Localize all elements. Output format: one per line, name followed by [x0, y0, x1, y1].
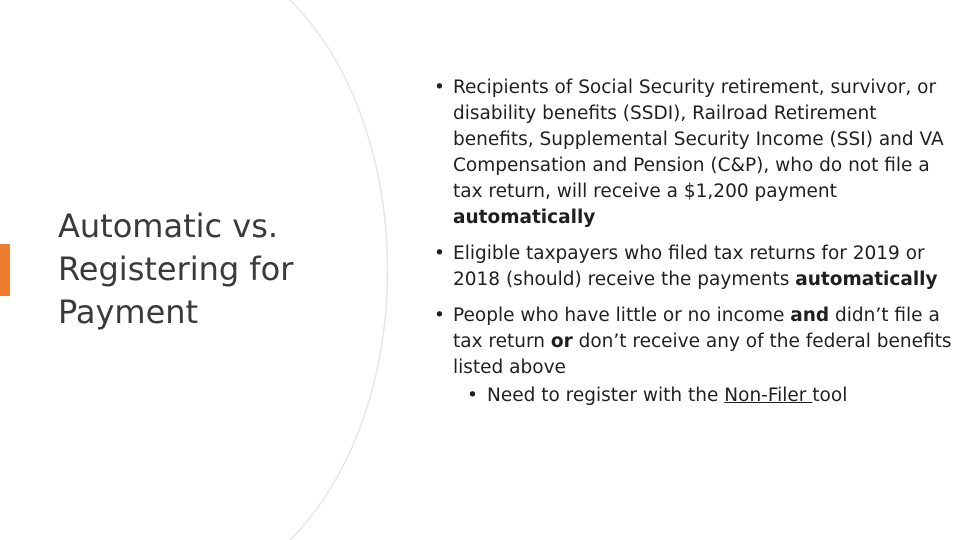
sub-bullet-text: Need to register with the	[487, 385, 725, 406]
sub-bullet-text: tool	[812, 385, 848, 406]
bullet-bold: automatically	[795, 269, 938, 290]
bullet-dot: •	[467, 385, 478, 406]
bullet-item	[434, 303, 954, 381]
bullet-bold: automatically	[453, 207, 596, 228]
sub-bullet-item	[467, 383, 954, 409]
bullet-text: People who have little or no income	[453, 305, 791, 326]
bullet-bold: or	[550, 331, 573, 352]
slide-title: Automatic vs. Registering for Payment	[58, 207, 294, 331]
bullet-text: Recipients of Social Security retirement, survivor, or disability benefits (SSDI), Railroad Retirement benefits, Supplemental Security Income (SSI) and VA Compensation and Pension (C&P), who do not file a tax return, will receive a $1,200 payment	[453, 77, 944, 202]
bullet-text: Eligible taxpayers who filed tax returns for 2019 or 2018 (should) receive the payments	[453, 243, 925, 290]
bullet-item	[434, 75, 954, 231]
bullet-dot: •	[434, 305, 445, 326]
bullet-bold: and	[790, 305, 830, 326]
bullet-text: don’t receive any of the federal benefits listed above	[453, 331, 952, 378]
bullet-text: didn’t file a tax return	[453, 305, 940, 352]
non-filer-link[interactable]: Non-Filer	[724, 385, 813, 406]
bullet-list	[434, 75, 954, 419]
bullet-dot: •	[434, 243, 445, 264]
bullet-dot: •	[434, 77, 445, 98]
bullet-item	[434, 241, 954, 293]
accent-bar	[0, 244, 10, 296]
